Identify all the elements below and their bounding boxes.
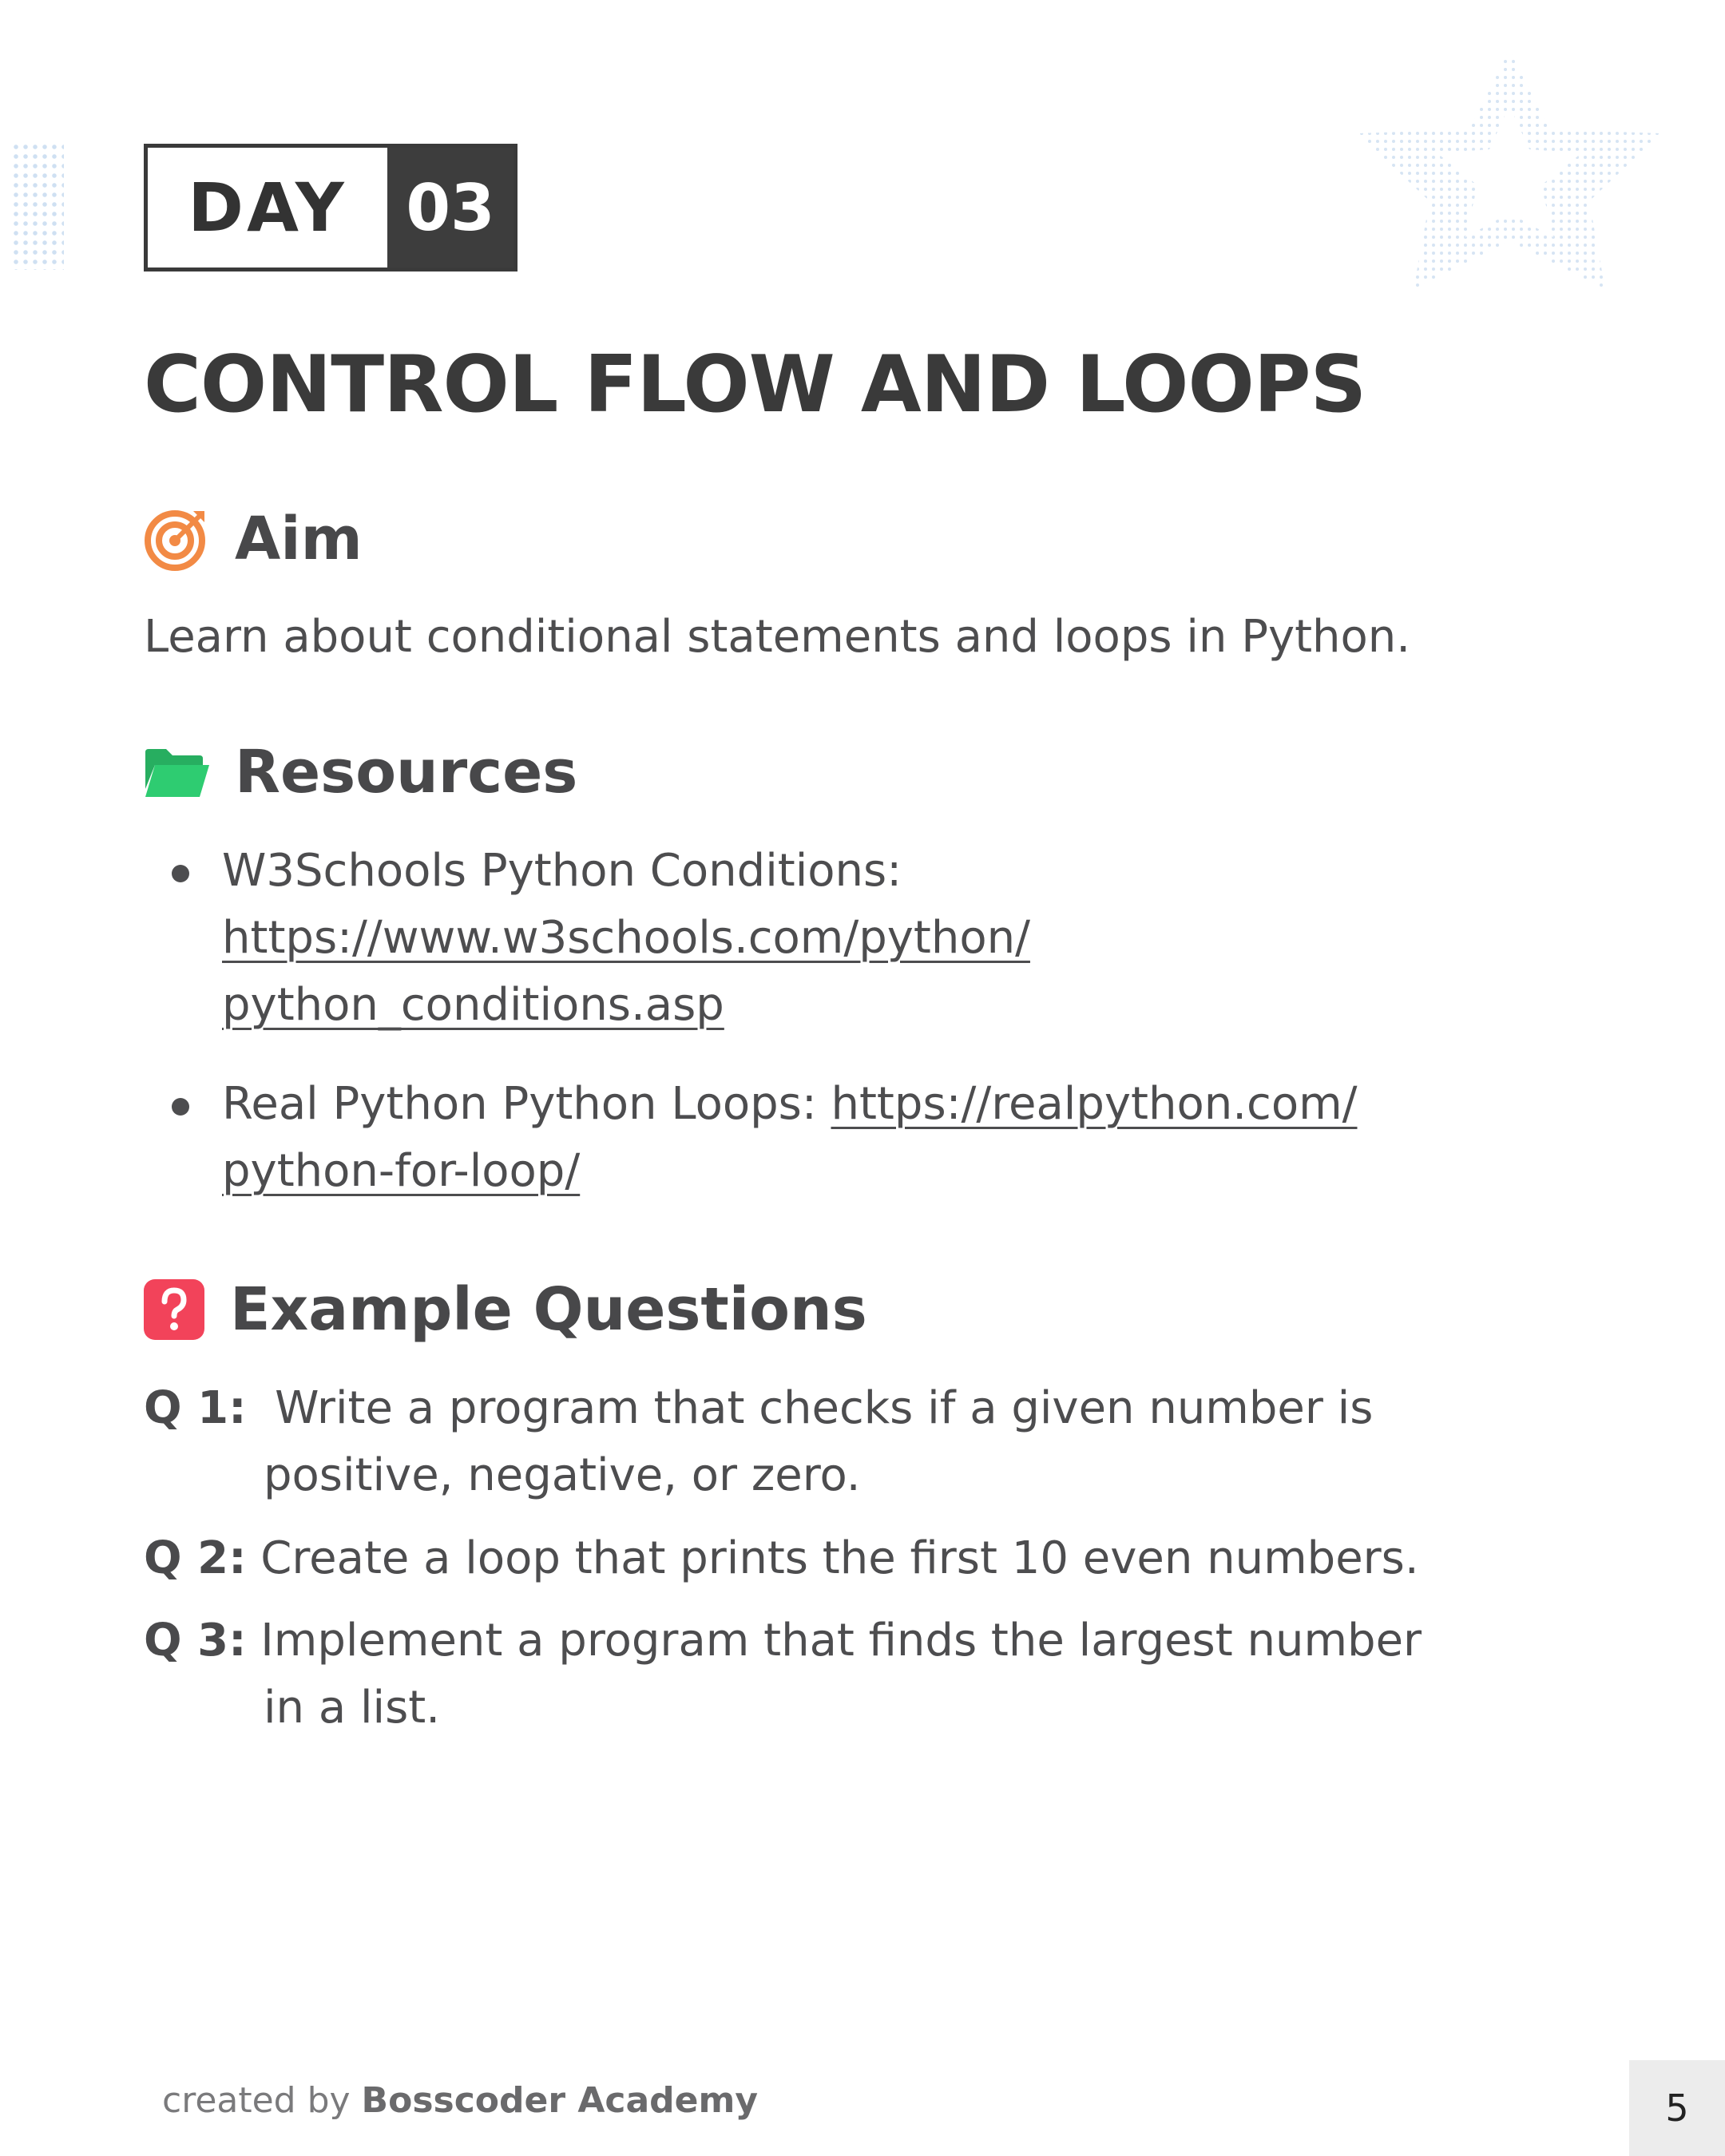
footer-credit [162, 2080, 758, 2121]
question-2 [144, 1525, 1419, 1592]
question-icon [144, 1279, 204, 1340]
page-title: CONTROL FLOW AND LOOPS [144, 339, 1366, 430]
resource-link-w3schools[interactable] [222, 905, 1358, 1039]
folder-icon [144, 739, 209, 805]
resources-heading [144, 732, 577, 812]
decorative-dots-star [1350, 42, 1669, 297]
question-label: Q 3: [144, 1615, 247, 1667]
resources-heading-label: Resources [235, 738, 578, 807]
footer-prefix: created by [162, 2080, 362, 2121]
aim-heading-label: Aim [235, 505, 363, 573]
day-badge [144, 144, 518, 271]
question-text-cont: in a list. [264, 1682, 441, 1734]
question-1 [144, 1375, 1373, 1509]
page-number: 5 [1629, 2060, 1725, 2156]
question-text: Create a loop that prints the first 10 even numbers. [260, 1532, 1419, 1584]
question-text: Write a program that checks if a given number is [275, 1382, 1374, 1434]
target-icon [144, 506, 209, 572]
day-number: 03 [387, 148, 514, 268]
footer-brand: Bosscoder Academy [361, 2080, 759, 2121]
resource-item [169, 838, 1358, 1039]
question-text: Implement a program that finds the largest number [260, 1615, 1422, 1667]
resource-label: Real Python Python Loops: [222, 1078, 831, 1130]
resource-link-realpython[interactable]: https://realpython.com/ [831, 1078, 1358, 1130]
question-label: Q 1: [144, 1382, 247, 1434]
resources-list [169, 838, 1358, 1205]
questions-heading-label: Example Questions [230, 1275, 867, 1344]
aim-text: Learn about conditional statements and loops in Python. [144, 611, 1411, 663]
day-label: DAY [188, 168, 347, 247]
resource-item [169, 1071, 1358, 1205]
resource-link-line: https://www.w3schools.com/python/ [222, 912, 1030, 964]
question-3 [144, 1607, 1422, 1742]
resource-link-line: python_conditions.asp [222, 979, 724, 1031]
questions-heading [144, 1270, 867, 1349]
aim-heading [144, 499, 363, 579]
question-label: Q 2: [144, 1532, 247, 1584]
resource-label: W3Schools Python Conditions: [222, 845, 902, 897]
question-text-cont: positive, negative, or zero. [264, 1449, 861, 1501]
resource-link-realpython-cont[interactable]: python-for-loop/ [222, 1145, 581, 1197]
decorative-dots-left [11, 142, 64, 270]
